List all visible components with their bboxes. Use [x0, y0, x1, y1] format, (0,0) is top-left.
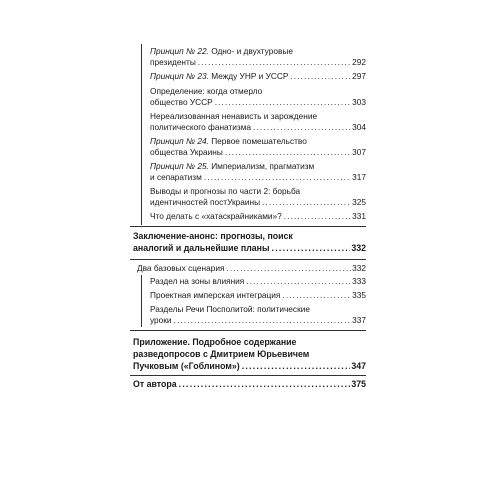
toc-entry: [150, 290, 366, 301]
toc-entry: [150, 71, 366, 82]
toc-entry-title: Нереализованная ненависть и зарождение: [150, 111, 318, 121]
section-divider: [130, 259, 366, 260]
toc-entry-title: и сепаратизм: [150, 172, 202, 182]
toc-entry: [150, 46, 366, 68]
page-number: 325: [352, 197, 366, 207]
leader-dots: [204, 172, 351, 183]
toc-entry-title: Пучковым («Гоблином»): [133, 361, 240, 371]
toc-entry: [150, 211, 366, 222]
toc-entry-title: уроки: [150, 315, 172, 325]
leader-dots: [242, 360, 351, 372]
toc-entry-title: Империализм, прагматизм: [211, 161, 315, 171]
page-number: 337: [352, 315, 366, 325]
page-number: 332: [352, 263, 366, 273]
page-number: 303: [352, 97, 366, 107]
toc-entry-title: президенты: [150, 57, 196, 67]
toc-entry-title: Определение: когда отмерло: [150, 86, 263, 96]
toc-entry: [150, 276, 366, 287]
toc-entry: [150, 136, 366, 158]
principle-label: Принцип № 24.: [150, 136, 209, 146]
toc-entry-title: Проектная имперская интеграция: [150, 290, 281, 300]
section-divider: [130, 375, 366, 376]
toc-entry: [150, 161, 366, 183]
toc-entry-title: Раздел на зоны влияния: [150, 276, 245, 286]
toc-chapter-entry: [133, 336, 366, 372]
toc-entry-title: Между УНР и УССР: [211, 71, 289, 81]
section-divider: [130, 330, 366, 331]
page-number: 292: [352, 57, 366, 67]
leader-dots: [174, 315, 352, 326]
leader-dots: [262, 197, 351, 208]
toc-entry-title: Что делать с «хатаскрайниками»?: [150, 211, 282, 221]
subsection-vertical-rule: [141, 275, 142, 327]
toc-entry-title: Первое помешательство: [211, 136, 307, 146]
toc-entry: [150, 111, 366, 133]
leader-dots: [179, 378, 351, 390]
leader-dots: [198, 57, 351, 68]
toc-entry: [150, 304, 366, 326]
toc-entry: [150, 86, 366, 108]
page-number: 332: [351, 243, 366, 253]
toc-entry-title: политического фанатизма: [150, 122, 252, 132]
toc-chapter-entry: [133, 378, 366, 390]
leader-dots: [246, 276, 351, 287]
page-number: 317: [352, 172, 366, 182]
section-vertical-rule: [141, 44, 142, 225]
toc-entry-title: аналогий и дальнейшие планы: [133, 243, 270, 253]
toc-entry-title: Выводы и прогнозы по части 2: борьба: [150, 186, 301, 196]
page-number: 335: [352, 290, 366, 300]
page-number: 307: [352, 147, 366, 157]
toc-entry: [137, 263, 366, 274]
toc-entry-title: Приложение. Подробное содержание: [133, 337, 297, 347]
page-number: 375: [351, 379, 366, 389]
toc-entry-title: идентичностей постУкраины: [150, 197, 261, 207]
page-number: 333: [352, 276, 366, 286]
leader-dots: [290, 71, 351, 82]
toc-entry-title: Два базовых сценария: [137, 263, 225, 273]
toc-entry-title: Заключение-анонс: прогнозы, поиск: [133, 231, 293, 241]
leader-dots: [226, 263, 351, 274]
toc-chapter-entry: [133, 230, 366, 254]
toc-entry: [150, 186, 366, 208]
principle-label: Принцип № 22.: [150, 46, 209, 56]
toc-entry-title: От автора: [133, 379, 177, 389]
toc-entry-title: общества Украины: [150, 147, 223, 157]
leader-dots: [282, 290, 351, 301]
page-number: 297: [352, 71, 366, 81]
leader-dots: [215, 97, 351, 108]
toc-entry-title: разведопросов с Дмитрием Юрьевичем: [133, 349, 310, 359]
principle-label: Принцип № 23.: [150, 71, 209, 81]
page-number: 331: [352, 211, 366, 221]
leader-dots: [253, 122, 351, 133]
leader-dots: [225, 147, 351, 158]
toc-entry-title: Одно- и двухтуровые: [211, 46, 293, 56]
page-number: 347: [351, 361, 366, 371]
principle-label: Принцип № 25.: [150, 161, 209, 171]
toc-entry-title: Разделы Речи Посполитой: политические: [150, 304, 310, 314]
section-divider: [130, 226, 366, 227]
toc-entry-title: общество УССР: [150, 97, 213, 107]
leader-dots: [272, 242, 351, 254]
leader-dots: [284, 211, 351, 222]
page-number: 304: [352, 122, 366, 132]
